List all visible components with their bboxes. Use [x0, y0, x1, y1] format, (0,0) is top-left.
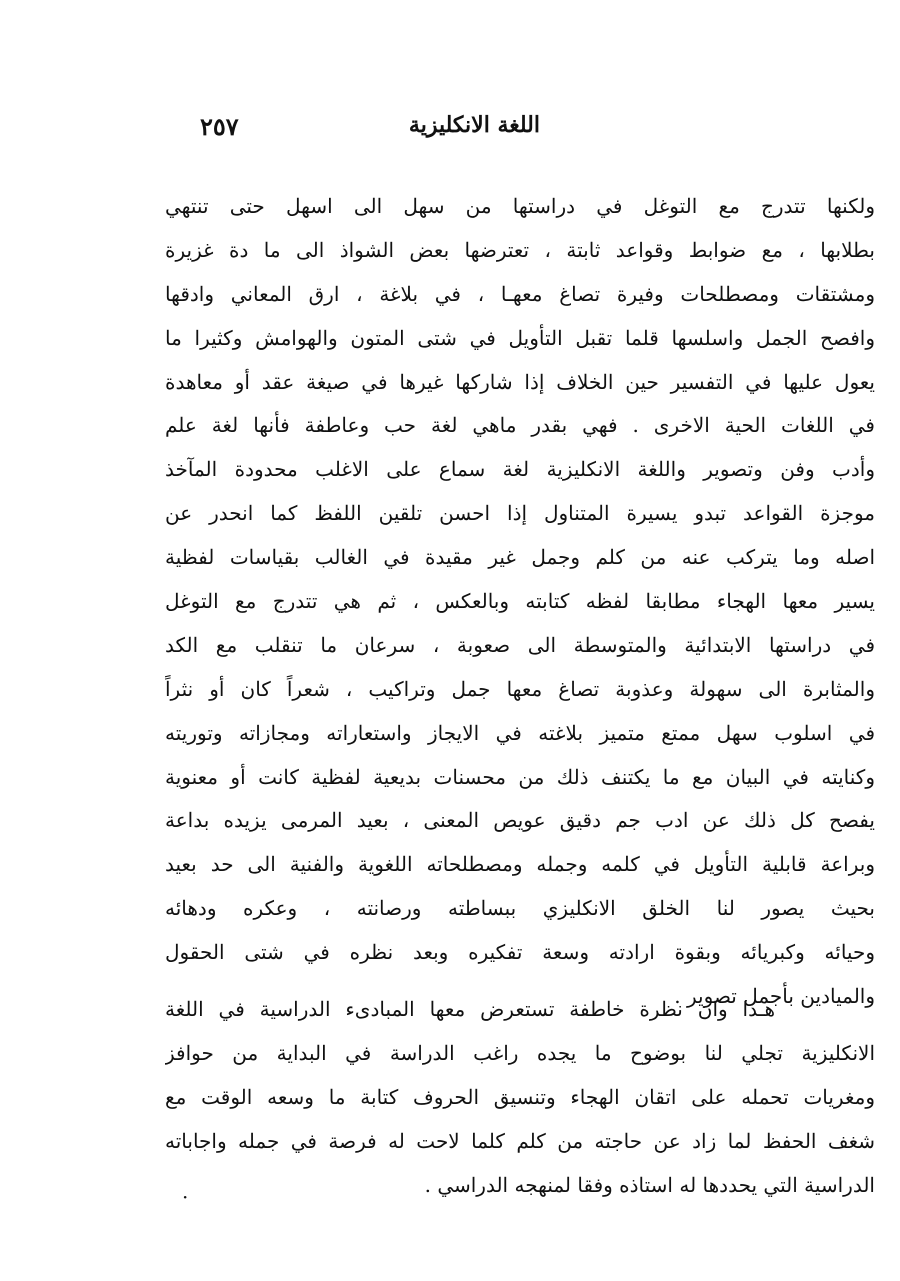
- text-line: هـذا وان نظرة خاطفة تستعرض معها المبادىء الدراسية في اللغة: [165, 997, 775, 1021]
- text-line: الدراسية التي يحددها له استاذه وفقا لمنهجه الدراسي .: [424, 1172, 875, 1197]
- text-line: بطلابها ، مع ضوابط وقواعد ثابتة ، تعترضها بعض الشواذ الى ما دة غزيرة: [165, 237, 875, 262]
- running-title: اللغة الانكليزية: [408, 112, 540, 138]
- text-line: والميادين بأجمل تصوير .: [674, 984, 875, 1009]
- text-line: موجزة القواعد تبدو يسيرة المتناول إذا احسن تلقين اللفظ كما انحدر عن: [165, 501, 875, 526]
- text-line: والمثابرة الى سهولة وعذوبة تصاغ معها جمل وتراكيب ، شعراً كان أو نثراً: [165, 676, 875, 701]
- text-line: ولكنها تتدرج مع التوغل في دراستها من سهل الى اسهل حتى تنتهي: [165, 194, 875, 218]
- paragraph-1: [165, 185, 875, 1019]
- stray-mark: ·: [182, 1185, 189, 1209]
- page-header: [200, 112, 760, 152]
- text-line: وحيائه وكبريائه وبقوة ارادته وسعة تفكيره وبعد نظره في شتى الحقول: [165, 940, 875, 965]
- text-line: في دراستها الابتدائية والمتوسطة الى صعوبة ، سرعان ما تنقلب مع الكد: [165, 632, 875, 657]
- text-line: يعول عليها في التفسير حين الخلاف إذا شاركها غيرها في صيغة عقد أو معاهدة: [165, 369, 875, 394]
- text-line: في اسلوب سهل ممتع متميز بلاغته في الايجاز واستعاراته ومجازاته وتوريته: [165, 720, 875, 745]
- text-line: وبراعة قابلية التأويل في كلمه وجمله ومصطلحاته اللغوية والفنية الى حد بعيد: [165, 852, 875, 877]
- text-line: ومشتقات ومصطلحات وفيرة تصاغ معهـا ، في بلاغة ، ارق المعاني وادقها: [165, 281, 875, 306]
- text-line: يفصح كل ذلك عن ادب جم دقيق عويص المعنى ، بعيد المرمى يزيده بداعة: [165, 808, 875, 833]
- text-line: ومغريات تحمله على اتقان الهجاء وتنسيق الحروف كتابة ما وسعه الوقت مع: [165, 1084, 875, 1109]
- text-line: اصله وما يتركب عنه من كلم وجمل غير مقيدة في الغالب بقياسات لفظية: [165, 545, 875, 570]
- text-line: بحيث يصور لنا الخلق الانكليزي ببساطته ورصانته ، وعكره ودهائه: [165, 896, 875, 921]
- paragraph-2: [165, 988, 875, 1207]
- text-line: شغف الحفظ لما زاد عن حاجته من كلم كلما لاحت له فرصة في جمله واجاباته: [165, 1128, 875, 1153]
- text-line: وأدب وفن وتصوير واللغة الانكليزية لغة سماع على الاغلب محدودة المآخذ: [165, 457, 875, 482]
- text-line: في اللغات الحية الاخرى . فهي بقدر ماهي لغة حب وعاطفة فأنها لغة علم: [165, 413, 875, 438]
- text-line: وافصح الجمل واسلسها قلما تقبل التأويل في شتى المتون والهوامش وكثيرا ما: [165, 325, 875, 350]
- text-line: وكنايته في البيان مع ما يكتنف ذلك من محسنات بديعية لفظية كانت أو معنوية: [165, 764, 875, 789]
- text-line: الانكليزية تجلي لنا بوضوح ما يجده راغب الدراسة في البداية من حوافز: [165, 1040, 875, 1065]
- page-number: ٢٥٧: [200, 112, 239, 141]
- text-line: يسير معها الهجاء مطابقا لفظه كتابته وبالعكس ، ثم هي تتدرج مع التوغل: [165, 589, 875, 614]
